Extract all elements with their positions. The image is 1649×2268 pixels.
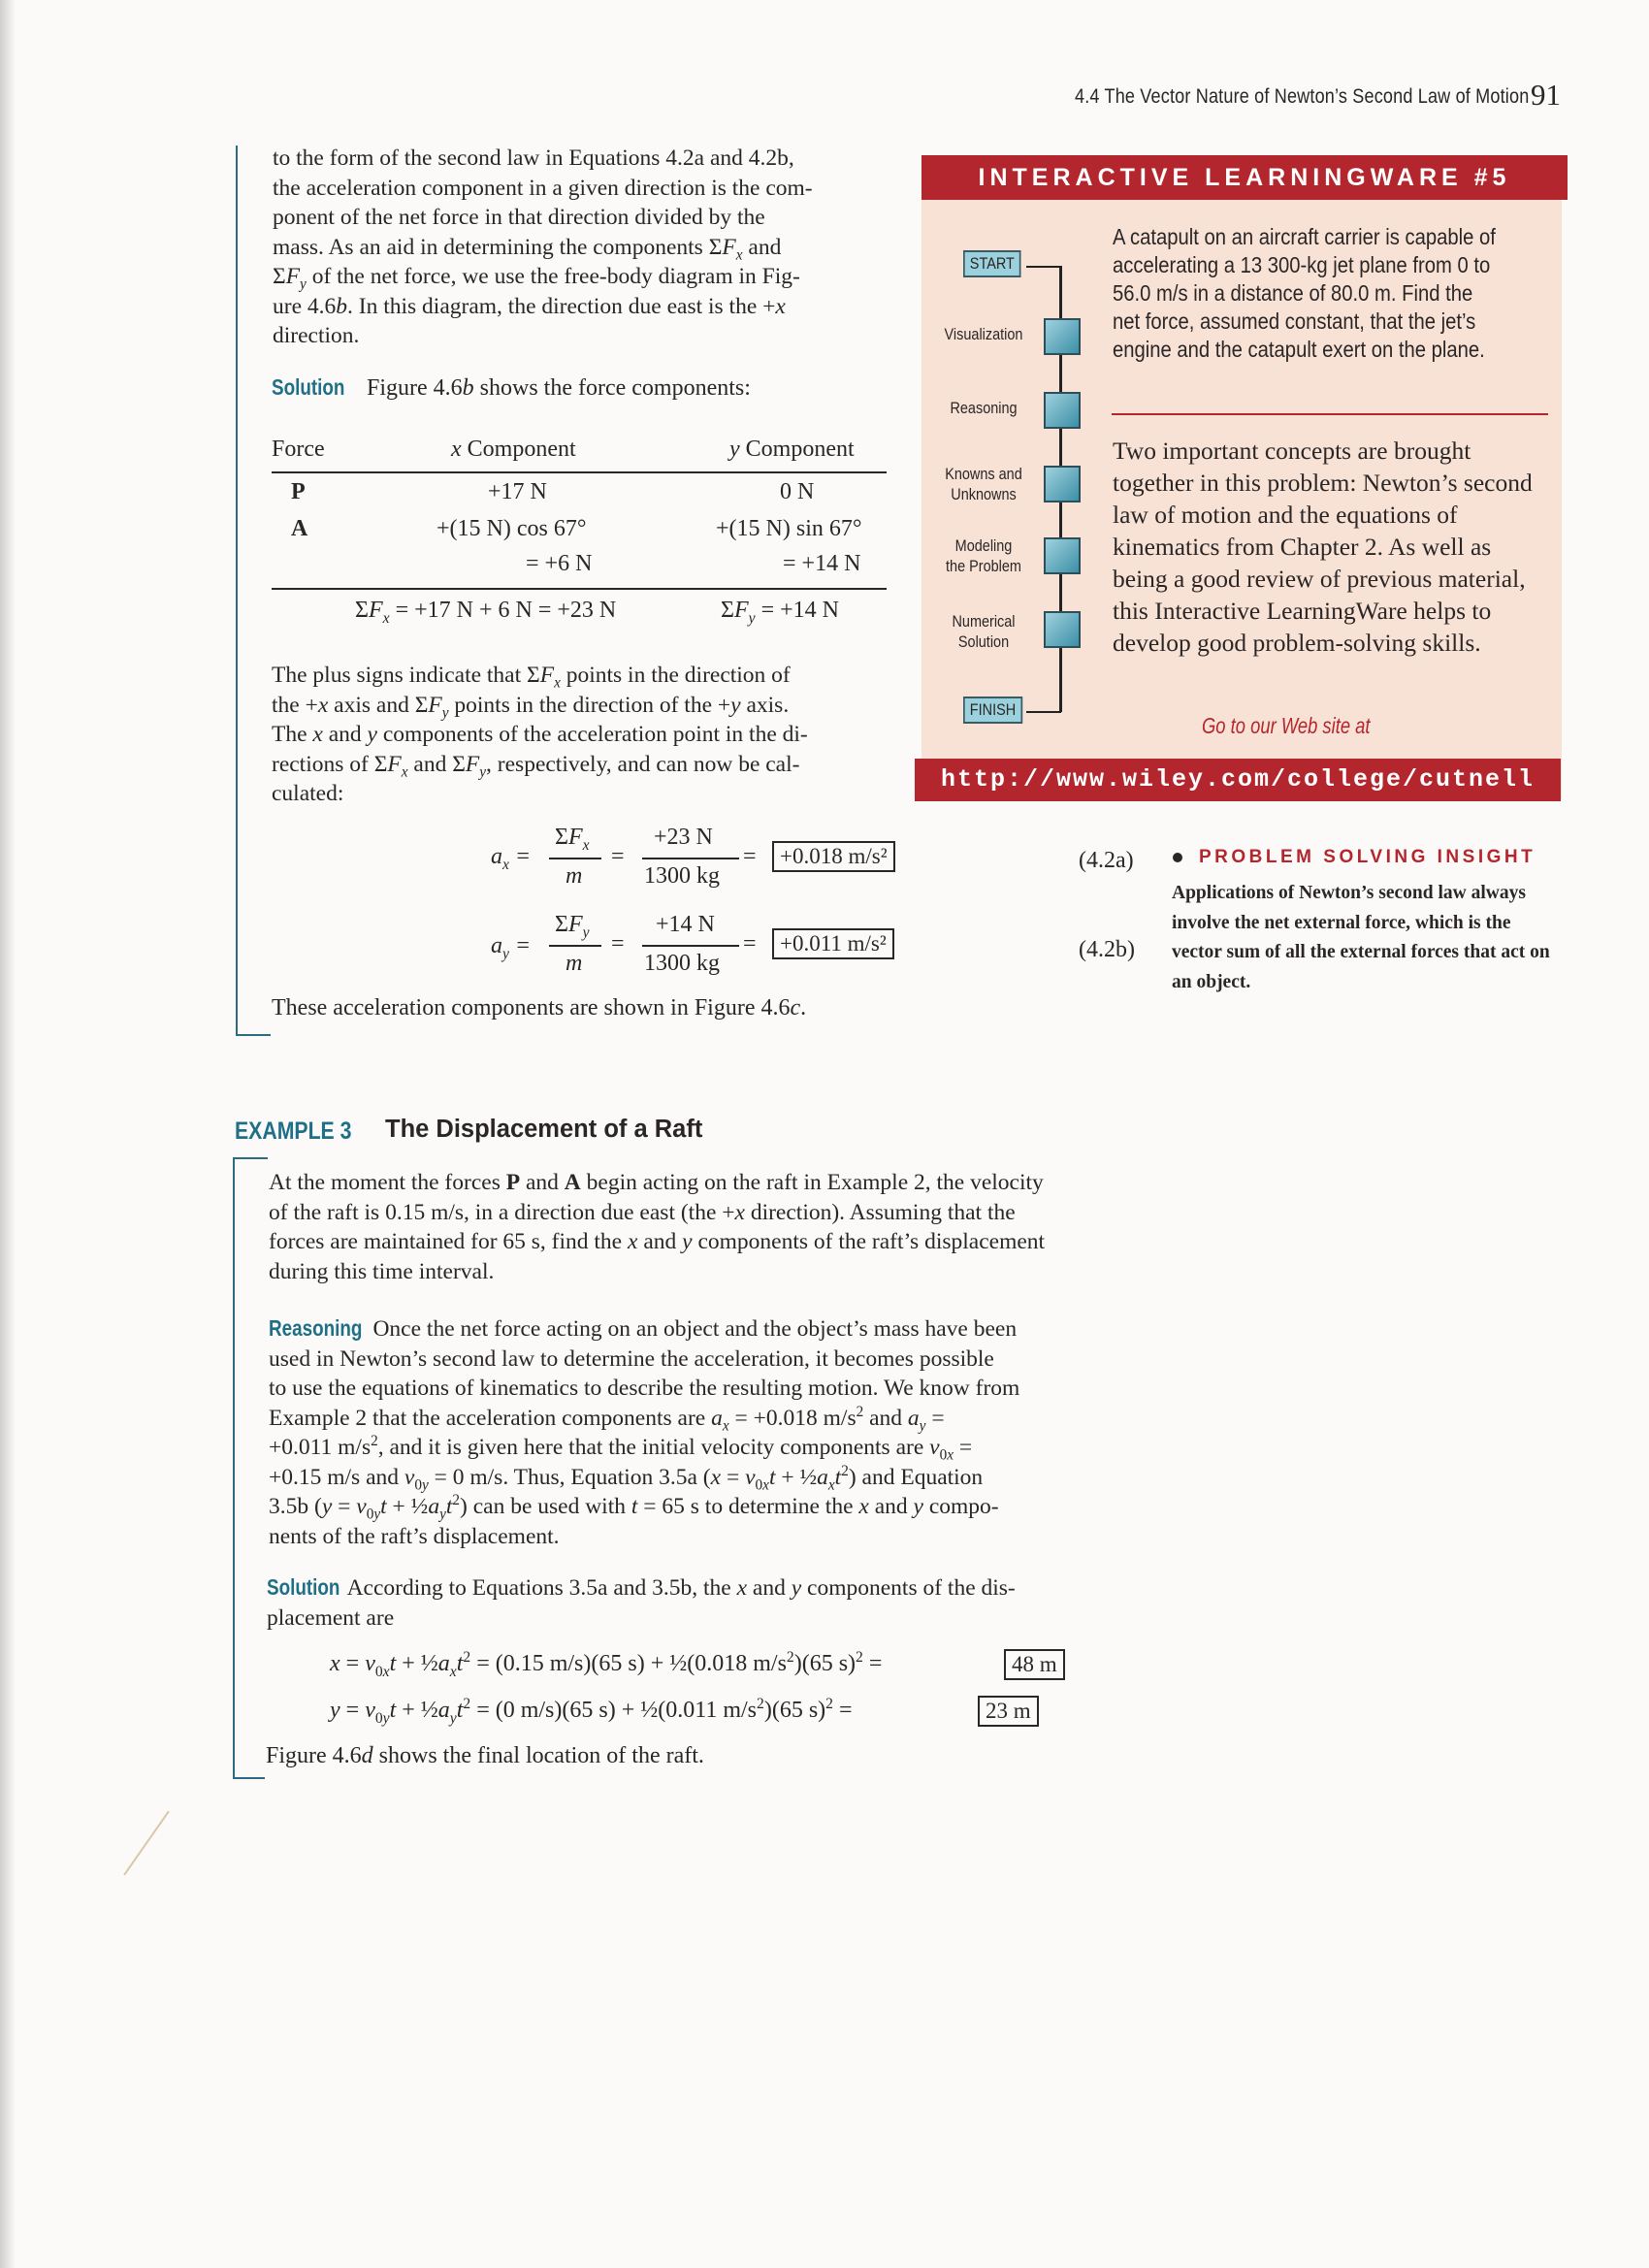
reasoning-label: Reasoning (269, 1315, 363, 1341)
learningware-divider (1112, 413, 1548, 415)
table-header-force: Force (272, 437, 325, 462)
example-3-bracket-foot (233, 1777, 265, 1779)
flow-start[interactable]: START (963, 250, 1021, 277)
flow-step-label: Modeling the Problem (946, 536, 1021, 575)
flow-step-numerical[interactable] (1044, 611, 1081, 648)
table-sum-x: $\Sigma F_x = +17$ N + 6 N = +23 N (355, 598, 617, 627)
solution-1 (272, 374, 751, 402)
eq-ay-result: +0.011 m/s² (772, 928, 894, 959)
flow-step-label: Reasoning (950, 399, 1018, 417)
flow-step-label: Visualization (944, 325, 1023, 343)
example-bracket-foot (236, 1034, 271, 1036)
insight-bullet (1173, 853, 1182, 862)
eq-ax-bar1 (549, 858, 601, 859)
table-cell: +(15 N) sin 67° (716, 516, 862, 541)
example-3-bracket-line (233, 1157, 235, 1778)
eq-ax-lhs: $a_x$ = (491, 844, 532, 873)
table-sum-y: $\Sigma F_y = +14$ N (721, 598, 839, 627)
eq-ax-num1: $\Sigma F_x$ (555, 825, 590, 854)
eq-ay-equals: = (611, 931, 625, 956)
flow-step-label: Knowns and Unknowns (945, 465, 1022, 503)
eq-ay-equals2: = (743, 931, 757, 956)
result-x: 48 m (1004, 1649, 1065, 1680)
page-edge-shadow (0, 0, 16, 2268)
flow-step-visualization[interactable] (1044, 318, 1081, 355)
eq-ay-num1: $\Sigma F_y$ (555, 912, 590, 941)
eq-ax-number: (4.2a) (1079, 848, 1134, 873)
flow-start-connector (1026, 266, 1061, 268)
equation-y-displacement: $y = v_{0y}t$ + $\frac{1}{2}a_yt^2 = (0$ m/s)(65 s) + ½(0.011 $m/s^2)(65$ s)$^2$ = (330, 1696, 853, 1727)
eq-ay-number: (4.2b) (1079, 937, 1135, 962)
eq-ay-bar1 (549, 945, 601, 947)
eq-ay-den2: 1300 kg (644, 951, 720, 976)
example-bracket-line (236, 146, 238, 1036)
intro-paragraph: to the form of the second law in Equations 4.2a and 4.2b, the acceleration component in a given direction is the com- ponent of the net force in that direction divided by the mass. As an aid in determining the components $\Sigma F_x$ and $\Sigma F_y$ of the net force, we use the free-body diagram in Fig- ure 4.6b. In this diagram, the direction due east is the +x direction. (273, 146, 813, 348)
solution-1-label: Solution (272, 374, 345, 400)
learningware-question: A catapult on an aircraft carrier is capable of accelerating a 13 300-kg jet plane from 0 to 56.0 m/s in a distance of 80.0 m. Find the net force, assumed constant, that the jet’s engine and the catapult exert on the plane. (1113, 224, 1496, 362)
eq-ay-num2: +14 N (656, 912, 715, 937)
flow-step-modeling[interactable] (1044, 537, 1081, 574)
eq-ax-den1: m (566, 863, 583, 889)
example-3-problem: At the moment the forces P and A begin acting on the raft in Example 2, the velocity of the raft is 0.15 m/s, in a direction due east (the +x direction). Assuming that the forces are maintained for 65 s, find the x and y components of the raft’s displacement during this time interval. (269, 1170, 1046, 1284)
example-3-bracket-top (233, 1157, 268, 1159)
running-head: 4.4 The Vector Nature of Newton’s Second Law of Motion (1075, 85, 1530, 108)
example-3-closing: Figure 4.6d shows the final location of the raft. (266, 1743, 704, 1768)
eq-ax-equals: = (611, 844, 625, 869)
eq-ay-den1: m (566, 951, 583, 976)
table-row-force: P (291, 479, 306, 504)
table-header-x: x Component (451, 437, 576, 462)
plus-signs-paragraph: The plus signs indicate that $\Sigma F_x$ points in the direction of the +x axis and $\Sigma F_y$ points in the direction of the +y axis. The x and y components of the acceleration point in the di- rections of $\Sigma F_x$ and $\Sigma F_y$, respectively, and can now be cal- culated: (272, 663, 808, 806)
table-row-force: A (291, 516, 308, 541)
example-3-solution: Solution According to Equations 3.5a and 3.5b, the x and y components of the dis- placement are (267, 1574, 1016, 1631)
learningware-web-prompt: Go to our Web site at (1202, 713, 1371, 738)
acceleration-note: These acceleration components are shown in Figure 4.6c. (272, 995, 807, 1021)
insight-text: Applications of Newton’s second law always involve the net external force, which is the vector sum of all the external forces that act on an object. (1172, 883, 1550, 992)
table-cell: 0 N (780, 479, 815, 504)
learningware-url[interactable]: http://www.wiley.com/college/cutnell (915, 759, 1561, 801)
force-table (272, 437, 887, 640)
insight-title: PROBLEM SOLVING INSIGHT (1199, 847, 1536, 867)
eq-ax-den2: 1300 kg (644, 863, 720, 889)
flow-finish-connector (1026, 711, 1061, 713)
learningware-title: INTERACTIVE LEARNINGWARE #5 (922, 155, 1568, 200)
flow-step-knowns[interactable] (1044, 466, 1081, 502)
table-header-y: y Component (729, 437, 855, 462)
table-cell: = +14 N (783, 551, 861, 576)
eq-ax-bar2 (642, 858, 739, 859)
eq-ax-equals2: = (743, 844, 757, 869)
flow-finish[interactable]: FINISH (963, 697, 1022, 724)
table-cell: +17 N (488, 479, 547, 504)
eq-ax-num2: +23 N (654, 825, 713, 850)
example-3-title: The Displacement of a Raft (385, 1116, 703, 1143)
scan-mark (123, 1811, 170, 1876)
table-cell: = +6 N (526, 551, 593, 576)
result-y: 23 m (978, 1696, 1039, 1727)
example-3-reasoning: Reasoning Once the net force acting on an object and the object’s mass have been used in Newton’s second law to determine the acceleration, it becomes possible to use the equations of kinematics to describe the resulting motion. We know from Example 2 that the acceleration components are $a_x = +0.018$ $m/s^2$ and $a_y$ = +0.011 $m/s^2$, and it is given here that the initial velocity components are $v_{0x}$ = +0.15 m/s and $v_{0y} = 0$ m/s. Thus, Equation 3.5a ($x = v_{0x}t$ + $\frac{1}{2}a_xt^2$) and Equation 3.5b ($y = v_{0y}t$ + $\frac{1}{2}a_yt^2$) can be used with t = 65 s to determine the x and y compo- nents of the raft’s displacement. (269, 1315, 1020, 1549)
table-cell: +(15 N) cos 67° (436, 516, 587, 541)
learningware-description: Two important concepts are brought together in this problem: Newton’s second law of motion and the equations of kinematics from Chapter 2. As well as being a good review of previous material, this Interactive LearningWare helps to develop good problem-solving skills. (1113, 437, 1533, 657)
flow-step-label: Numerical Solution (952, 612, 1016, 651)
solution-1-text: Figure 4.6b shows the force components: (366, 375, 751, 401)
eq-ay-bar2 (642, 945, 739, 947)
table-rule-top (272, 471, 887, 473)
table-rule-bottom (272, 588, 887, 590)
example-3-label: EXAMPLE 3 (235, 1118, 352, 1145)
equation-x-displacement: $x = v_{0x}t$ + $\frac{1}{2}a_xt^2 = (0.15$ m/s)(65 s) + ½(0.018 $m/s^2)(65$ s)$^2$ = (330, 1649, 883, 1680)
page-number: 91 (1531, 78, 1561, 112)
eq-ax-result: +0.018 m/s² (772, 841, 895, 872)
eq-ay-lhs: $a_y$ = (491, 933, 532, 962)
flow-step-reasoning[interactable] (1044, 392, 1081, 429)
solution-2-label: Solution (267, 1574, 340, 1600)
